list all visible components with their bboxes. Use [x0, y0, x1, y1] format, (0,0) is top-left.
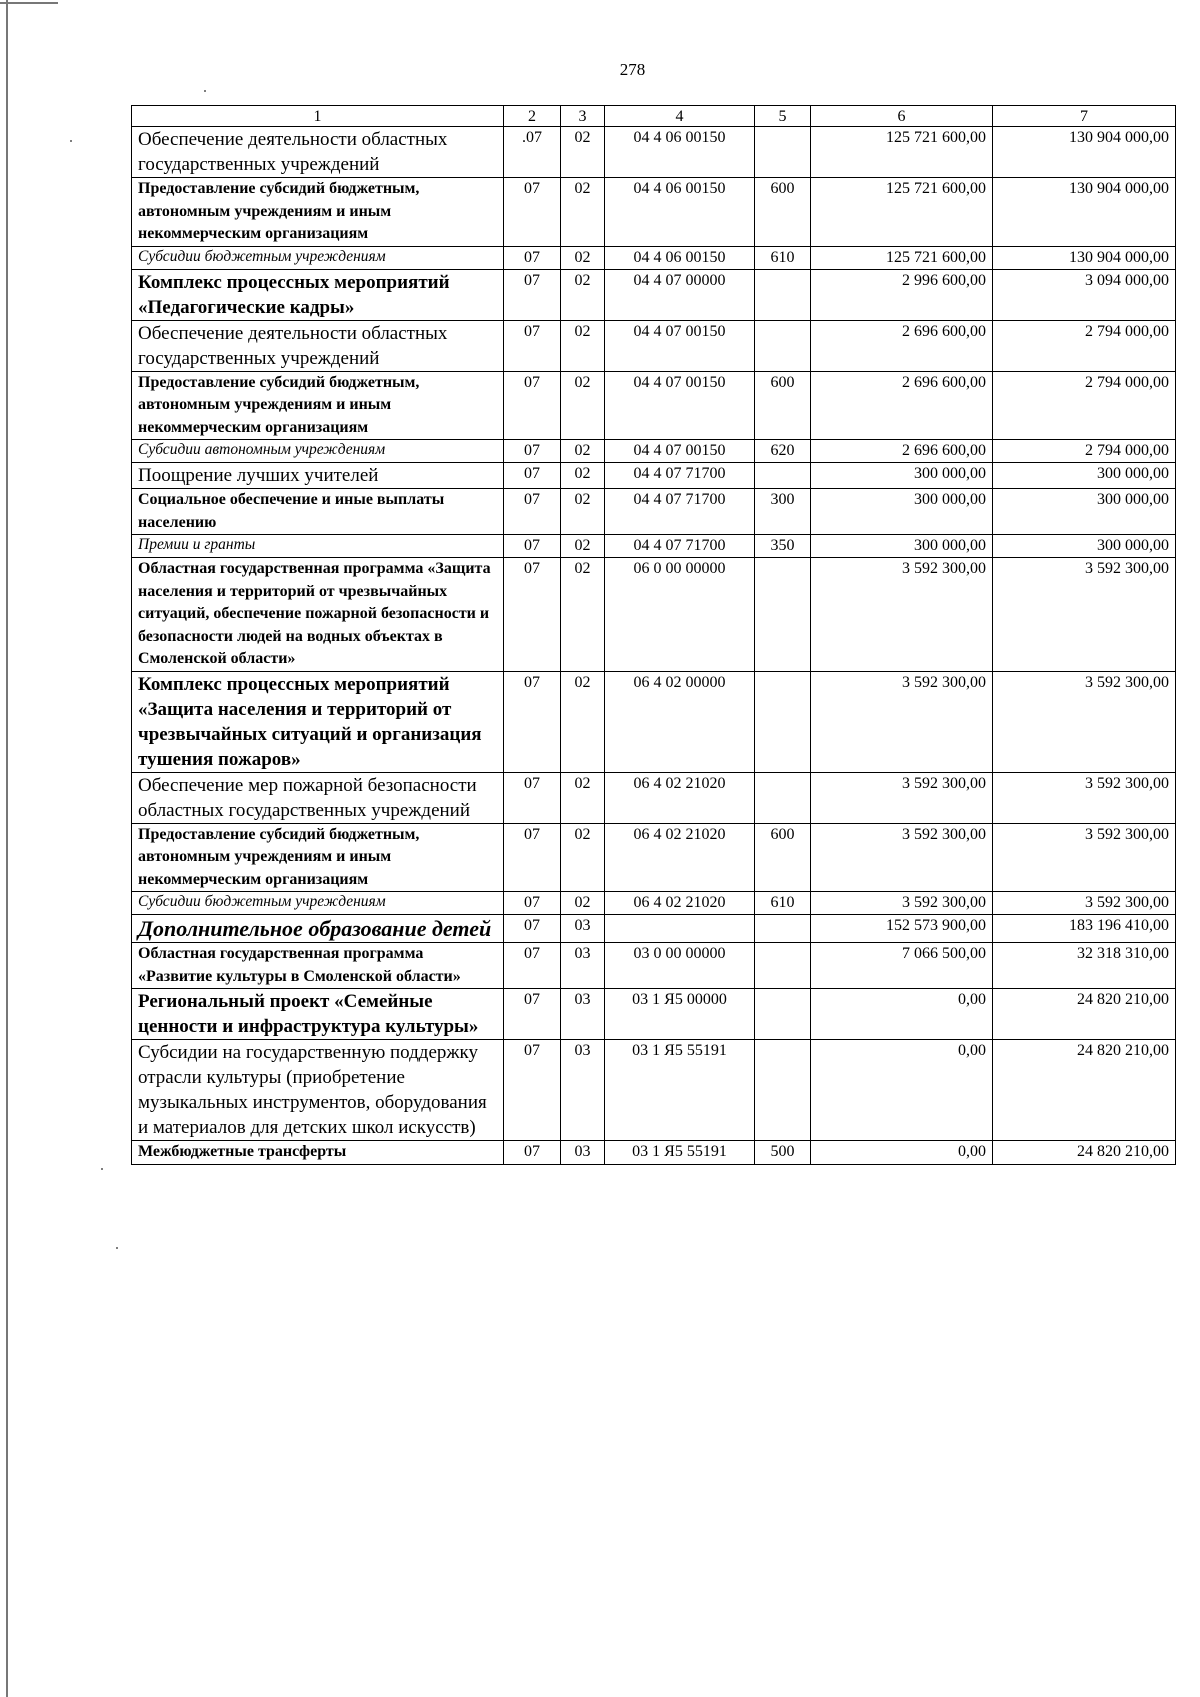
target-article-code: 04 4 07 71700 — [605, 489, 755, 535]
column-number: 7 — [993, 106, 1176, 127]
item-name: Поощрение лучших учителей — [132, 463, 504, 489]
expense-type-code: 600 — [755, 178, 811, 247]
amount-year-1: 3 592 300,00 — [811, 772, 993, 823]
target-article-code: 06 4 02 00000 — [605, 671, 755, 772]
table-row — [132, 823, 1176, 892]
subsection-code: 03 — [561, 1141, 605, 1165]
item-name: Предоставление субсидий бюджетным, автономным учреждениям и иным некоммерческим организациям — [132, 178, 504, 247]
expense-type-code — [755, 320, 811, 371]
subsection-code: 02 — [561, 127, 605, 178]
amount-year-2: 300 000,00 — [993, 463, 1176, 489]
section-code: 07 — [504, 558, 561, 672]
amount-year-1: 125 721 600,00 — [811, 178, 993, 247]
subsection-code: 02 — [561, 440, 605, 463]
expense-type-code: 600 — [755, 371, 811, 440]
expense-type-code — [755, 127, 811, 178]
amount-year-1: 125 721 600,00 — [811, 246, 993, 269]
item-name: Дополнительное образование детей — [132, 915, 504, 943]
amount-year-1: 3 592 300,00 — [811, 892, 993, 915]
column-number: 2 — [504, 106, 561, 127]
table-row — [132, 671, 1176, 772]
target-article-code: 03 1 Я5 55191 — [605, 1040, 755, 1141]
table-row — [132, 463, 1176, 489]
amount-year-2: 300 000,00 — [993, 535, 1176, 558]
target-article-code: 04 4 07 71700 — [605, 463, 755, 489]
expense-type-code — [755, 671, 811, 772]
item-name: Комплекс процессных мероприятий «Защита населения и территорий от чрезвычайных ситуаций и организация тушения пожаров» — [132, 671, 504, 772]
expense-type-code: 500 — [755, 1141, 811, 1165]
amount-year-2: 3 592 300,00 — [993, 558, 1176, 672]
table-row — [132, 989, 1176, 1040]
subsection-code: 03 — [561, 943, 605, 989]
section-code: 07 — [504, 1040, 561, 1141]
expense-type-code — [755, 463, 811, 489]
amount-year-2: 2 794 000,00 — [993, 371, 1176, 440]
amount-year-1: 0,00 — [811, 989, 993, 1040]
subsection-code: 02 — [561, 269, 605, 320]
amount-year-1: 152 573 900,00 — [811, 915, 993, 943]
page-number: 278 — [619, 60, 646, 79]
target-article-code: 04 4 06 00150 — [605, 246, 755, 269]
subsection-code: 02 — [561, 320, 605, 371]
subsection-code: 02 — [561, 535, 605, 558]
expense-type-code — [755, 915, 811, 943]
section-code: 07 — [504, 1141, 561, 1165]
amount-year-1: 3 592 300,00 — [811, 558, 993, 672]
target-article-code: 06 4 02 21020 — [605, 892, 755, 915]
section-code: 07 — [504, 535, 561, 558]
target-article-code: 06 4 02 21020 — [605, 823, 755, 892]
column-number: 1 — [132, 106, 504, 127]
subsection-code: 02 — [561, 463, 605, 489]
section-code: 07 — [504, 989, 561, 1040]
target-article-code: 03 1 Я5 55191 — [605, 1141, 755, 1165]
table-row — [132, 440, 1176, 463]
subsection-code: 03 — [561, 989, 605, 1040]
target-article-code: 04 4 07 00000 — [605, 269, 755, 320]
item-name: Премии и гранты — [132, 535, 504, 558]
table-row — [132, 246, 1176, 269]
section-code: 07 — [504, 178, 561, 247]
section-code: .07 — [504, 127, 561, 178]
amount-year-1: 2 996 600,00 — [811, 269, 993, 320]
section-code: 07 — [504, 320, 561, 371]
table-row — [132, 915, 1176, 943]
table-row — [132, 558, 1176, 672]
scan-edge-top — [0, 2, 58, 4]
item-name: Предоставление субсидий бюджетным, автономным учреждениям и иным некоммерческим организациям — [132, 823, 504, 892]
table-row — [132, 320, 1176, 371]
column-number: 6 — [811, 106, 993, 127]
amount-year-2: 24 820 210,00 — [993, 1141, 1176, 1165]
column-number-row — [132, 106, 1176, 127]
table-row — [132, 1141, 1176, 1165]
table-row — [132, 489, 1176, 535]
target-article-code: 03 1 Я5 00000 — [605, 989, 755, 1040]
expense-type-code — [755, 1040, 811, 1141]
target-article-code: 04 4 07 00150 — [605, 440, 755, 463]
subsection-code: 02 — [561, 246, 605, 269]
amount-year-2: 130 904 000,00 — [993, 127, 1176, 178]
item-name: Межбюджетные трансферты — [132, 1141, 504, 1165]
expense-type-code — [755, 772, 811, 823]
amount-year-2: 300 000,00 — [993, 489, 1176, 535]
table-row — [132, 127, 1176, 178]
section-code: 07 — [504, 440, 561, 463]
scan-speck — [116, 1247, 118, 1249]
target-article-code: 04 4 07 00150 — [605, 371, 755, 440]
item-name: Обеспечение деятельности областных государственных учреждений — [132, 320, 504, 371]
section-code: 07 — [504, 943, 561, 989]
amount-year-2: 3 592 300,00 — [993, 892, 1176, 915]
table-row — [132, 892, 1176, 915]
amount-year-1: 2 696 600,00 — [811, 320, 993, 371]
amount-year-1: 2 696 600,00 — [811, 440, 993, 463]
subsection-code: 03 — [561, 1040, 605, 1141]
item-name: Предоставление субсидий бюджетным, автономным учреждениям и иным некоммерческим организациям — [132, 371, 504, 440]
target-article-code: 04 4 07 71700 — [605, 535, 755, 558]
table-row — [132, 371, 1176, 440]
section-code: 07 — [504, 269, 561, 320]
amount-year-2: 183 196 410,00 — [993, 915, 1176, 943]
amount-year-2: 24 820 210,00 — [993, 1040, 1176, 1141]
amount-year-2: 3 592 300,00 — [993, 772, 1176, 823]
amount-year-2: 2 794 000,00 — [993, 320, 1176, 371]
target-article-code: 06 0 00 00000 — [605, 558, 755, 672]
table-row — [132, 1040, 1176, 1141]
item-name: Субсидии автономным учреждениям — [132, 440, 504, 463]
target-article-code: 04 4 07 00150 — [605, 320, 755, 371]
section-code: 07 — [504, 246, 561, 269]
item-name: Региональный проект «Семейные ценности и инфраструктура культуры» — [132, 989, 504, 1040]
amount-year-2: 3 592 300,00 — [993, 671, 1176, 772]
section-code: 07 — [504, 823, 561, 892]
section-code: 07 — [504, 772, 561, 823]
column-number: 4 — [605, 106, 755, 127]
subsection-code: 02 — [561, 772, 605, 823]
table-body — [132, 106, 1176, 1165]
expense-type-code — [755, 943, 811, 989]
table-row — [132, 943, 1176, 989]
subsection-code: 02 — [561, 892, 605, 915]
expense-type-code: 600 — [755, 823, 811, 892]
item-name: Субсидии бюджетным учреждениям — [132, 892, 504, 915]
amount-year-1: 2 696 600,00 — [811, 371, 993, 440]
section-code: 07 — [504, 489, 561, 535]
scan-speck — [70, 140, 72, 142]
amount-year-1: 3 592 300,00 — [811, 823, 993, 892]
amount-year-1: 300 000,00 — [811, 535, 993, 558]
target-article-code: 06 4 02 21020 — [605, 772, 755, 823]
section-code: 07 — [504, 915, 561, 943]
amount-year-2: 3 094 000,00 — [993, 269, 1176, 320]
subsection-code: 02 — [561, 371, 605, 440]
amount-year-1: 300 000,00 — [811, 463, 993, 489]
section-code: 07 — [504, 371, 561, 440]
amount-year-1: 300 000,00 — [811, 489, 993, 535]
amount-year-1: 0,00 — [811, 1141, 993, 1165]
target-article-code — [605, 915, 755, 943]
item-name: Областная государственная программа «Защита населения и территорий от чрезвычайных ситуаций, обеспечение пожарной безопасности и безопасности людей на водных объектах в Смоленской области» — [132, 558, 504, 672]
scan-speck — [101, 1168, 103, 1170]
expense-type-code: 610 — [755, 892, 811, 915]
item-name: Субсидии на государственную поддержку отрасли культуры (приобретение музыкальных инструментов, оборудования и материалов для детских школ искусств) — [132, 1040, 504, 1141]
subsection-code: 02 — [561, 823, 605, 892]
subsection-code: 02 — [561, 671, 605, 772]
subsection-code: 02 — [561, 558, 605, 672]
amount-year-2: 130 904 000,00 — [993, 178, 1176, 247]
item-name: Комплекс процессных мероприятий «Педагогические кадры» — [132, 269, 504, 320]
item-name: Субсидии бюджетным учреждениям — [132, 246, 504, 269]
amount-year-2: 3 592 300,00 — [993, 823, 1176, 892]
column-number: 5 — [755, 106, 811, 127]
amount-year-2: 130 904 000,00 — [993, 246, 1176, 269]
expense-type-code: 350 — [755, 535, 811, 558]
scan-edge-left — [6, 0, 8, 1697]
item-name: Социальное обеспечение и иные выплаты населению — [132, 489, 504, 535]
table-row — [132, 772, 1176, 823]
item-name: Обеспечение мер пожарной безопасности областных государственных учреждений — [132, 772, 504, 823]
budget-table — [131, 105, 1176, 1165]
section-code: 07 — [504, 671, 561, 772]
section-code: 07 — [504, 463, 561, 489]
subsection-code: 02 — [561, 489, 605, 535]
section-code: 07 — [504, 892, 561, 915]
target-article-code: 03 0 00 00000 — [605, 943, 755, 989]
amount-year-2: 2 794 000,00 — [993, 440, 1176, 463]
column-number: 3 — [561, 106, 605, 127]
table-row — [132, 178, 1176, 247]
subsection-code: 02 — [561, 178, 605, 247]
expense-type-code — [755, 269, 811, 320]
amount-year-1: 0,00 — [811, 1040, 993, 1141]
target-article-code: 04 4 06 00150 — [605, 178, 755, 247]
amount-year-1: 3 592 300,00 — [811, 671, 993, 772]
amount-year-1: 7 066 500,00 — [811, 943, 993, 989]
scan-speck — [204, 90, 206, 92]
item-name: Областная государственная программа «Развитие культуры в Смоленской области» — [132, 943, 504, 989]
expense-type-code: 300 — [755, 489, 811, 535]
subsection-code: 03 — [561, 915, 605, 943]
amount-year-1: 125 721 600,00 — [811, 127, 993, 178]
amount-year-2: 24 820 210,00 — [993, 989, 1176, 1040]
expense-type-code — [755, 989, 811, 1040]
target-article-code: 04 4 06 00150 — [605, 127, 755, 178]
table-row — [132, 535, 1176, 558]
expense-type-code — [755, 558, 811, 672]
expense-type-code: 610 — [755, 246, 811, 269]
expense-type-code: 620 — [755, 440, 811, 463]
amount-year-2: 32 318 310,00 — [993, 943, 1176, 989]
table-row — [132, 269, 1176, 320]
item-name: Обеспечение деятельности областных государственных учреждений — [132, 127, 504, 178]
